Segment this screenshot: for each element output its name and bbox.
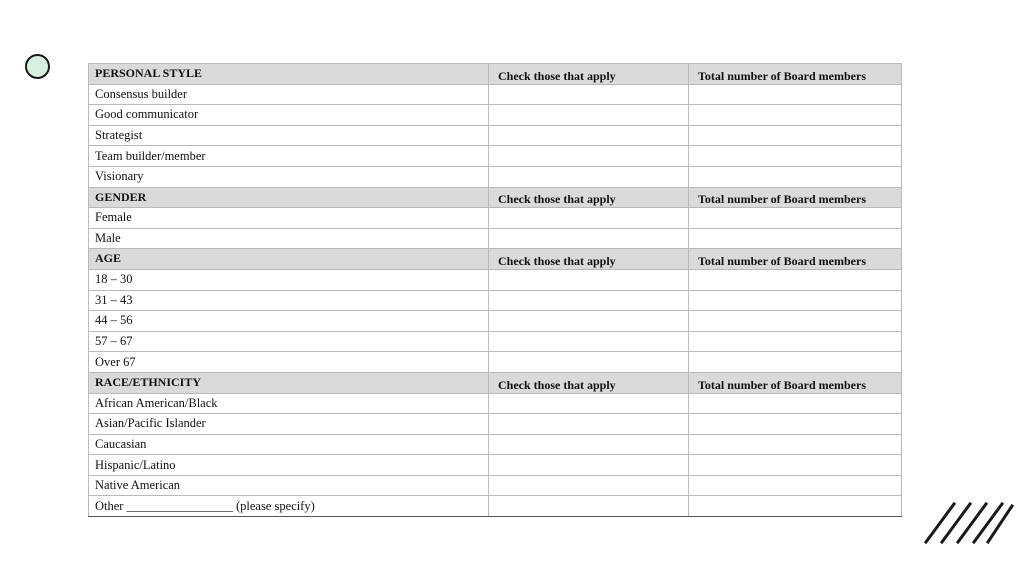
row-label: 18 – 30: [89, 269, 489, 290]
check-cell[interactable]: [489, 105, 689, 126]
table-row: [89, 84, 902, 105]
total-column-header: Total number of Board members: [689, 187, 902, 208]
row-label: Strategist: [89, 125, 489, 146]
row-label: Native American: [89, 475, 489, 496]
table-row: [89, 105, 902, 126]
check-cell[interactable]: [489, 414, 689, 435]
row-label: Over 67: [89, 352, 489, 373]
row-label: Visionary: [89, 166, 489, 187]
check-cell[interactable]: [489, 434, 689, 455]
row-label: 44 – 56: [89, 311, 489, 332]
check-cell[interactable]: [489, 228, 689, 249]
table-row: [89, 393, 902, 414]
total-cell[interactable]: [689, 352, 902, 373]
check-column-header: Check those that apply: [489, 187, 689, 208]
table-row: [89, 311, 902, 332]
total-cell[interactable]: [689, 228, 902, 249]
check-cell[interactable]: [489, 475, 689, 496]
table-row: [89, 352, 902, 373]
table-row: [89, 455, 902, 476]
diagonal-hatch-icon: [922, 500, 1016, 546]
table-row: [89, 290, 902, 311]
check-cell[interactable]: [489, 352, 689, 373]
section-heading: RACE/ETHNICITY: [89, 372, 489, 393]
circle-outline-icon: [25, 54, 50, 79]
section-header-row: [89, 372, 902, 393]
check-cell[interactable]: [489, 269, 689, 290]
table-row: [89, 414, 902, 435]
check-cell[interactable]: [489, 311, 689, 332]
row-label: Male: [89, 228, 489, 249]
check-cell[interactable]: [489, 455, 689, 476]
check-cell[interactable]: [489, 290, 689, 311]
total-cell[interactable]: [689, 434, 902, 455]
check-cell[interactable]: [489, 208, 689, 229]
board-composition-table: [88, 63, 902, 517]
total-cell[interactable]: [689, 269, 902, 290]
table-row: [89, 434, 902, 455]
row-label: Consensus builder: [89, 84, 489, 105]
table-row: [89, 166, 902, 187]
row-label: African American/Black: [89, 393, 489, 414]
check-cell[interactable]: [489, 166, 689, 187]
total-cell[interactable]: [689, 496, 902, 517]
section-heading: GENDER: [89, 187, 489, 208]
check-column-header: Check those that apply: [489, 64, 689, 85]
row-label: Female: [89, 208, 489, 229]
total-column-header: Total number of Board members: [689, 64, 902, 85]
table-row: [89, 146, 902, 167]
total-cell[interactable]: [689, 414, 902, 435]
row-label: Asian/Pacific Islander: [89, 414, 489, 435]
check-column-header: Check those that apply: [489, 372, 689, 393]
row-label: 57 – 67: [89, 331, 489, 352]
total-cell[interactable]: [689, 311, 902, 332]
total-cell[interactable]: [689, 290, 902, 311]
total-column-header: Total number of Board members: [689, 372, 902, 393]
row-label: Other _________________ (please specify): [89, 496, 489, 517]
total-cell[interactable]: [689, 84, 902, 105]
row-label: Good communicator: [89, 105, 489, 126]
table-row: [89, 125, 902, 146]
check-cell[interactable]: [489, 125, 689, 146]
check-column-header: Check those that apply: [489, 249, 689, 270]
table-row: [89, 331, 902, 352]
section-heading: AGE: [89, 249, 489, 270]
total-cell[interactable]: [689, 393, 902, 414]
total-cell[interactable]: [689, 105, 902, 126]
table-row: [89, 269, 902, 290]
table-row: [89, 208, 902, 229]
table-row: [89, 475, 902, 496]
total-cell[interactable]: [689, 455, 902, 476]
check-cell[interactable]: [489, 84, 689, 105]
section-header-row: [89, 64, 902, 85]
check-cell[interactable]: [489, 496, 689, 517]
section-header-row: [89, 187, 902, 208]
check-cell[interactable]: [489, 393, 689, 414]
row-label: Team builder/member: [89, 146, 489, 167]
row-label: 31 – 43: [89, 290, 489, 311]
row-label: Hispanic/Latino: [89, 455, 489, 476]
table-row: [89, 496, 902, 517]
section-heading: PERSONAL STYLE: [89, 64, 489, 85]
row-label: Caucasian: [89, 434, 489, 455]
total-cell[interactable]: [689, 146, 902, 167]
check-cell[interactable]: [489, 331, 689, 352]
table-row: [89, 228, 902, 249]
total-cell[interactable]: [689, 331, 902, 352]
check-cell[interactable]: [489, 146, 689, 167]
total-cell[interactable]: [689, 475, 902, 496]
total-column-header: Total number of Board members: [689, 249, 902, 270]
total-cell[interactable]: [689, 125, 902, 146]
total-cell[interactable]: [689, 166, 902, 187]
total-cell[interactable]: [689, 208, 902, 229]
section-header-row: [89, 249, 902, 270]
